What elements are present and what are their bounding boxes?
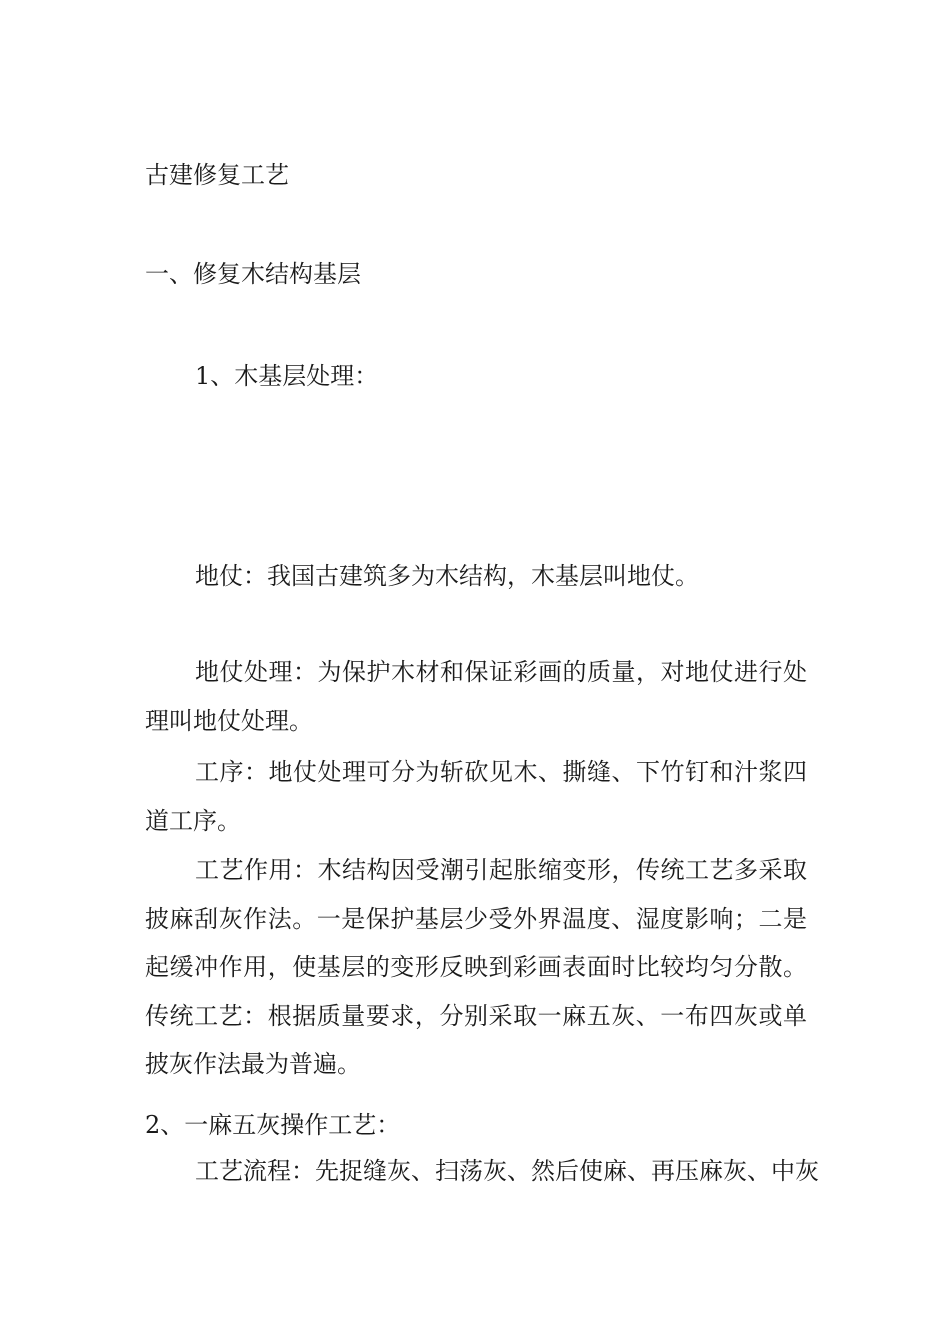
document-title: 古建修复工艺 [145,161,289,189]
paragraph-diwei: 地仗：我国古建筑多为木结构，木基层叫地仗。 [195,562,699,590]
paragraph-flow: 工艺流程：先捉缝灰、扫荡灰、然后使麻、再压麻灰、中灰 [195,1157,819,1185]
section-heading-1: 一、修复木结构基层 [145,260,361,288]
paragraph-diwei-processing: 地仗处理：为保护木材和保证彩画的质量，对地仗进行处理叫地仗处理。 [145,658,807,735]
subsection-heading-2: 2、一麻五灰操作工艺： [145,1111,401,1139]
subsection-heading-1: 1、木基层处理： [195,362,379,390]
paragraph-function: 工艺作用：木结构因受潮引起胀缩变形，传统工艺多采取披麻刮灰作法。一是保护基层少受外界温度、湿度影响；二是起缓冲作用，使基层的变形反映到彩画表面时比较均匀分散。传统工艺：根据质量要求，分别采取一麻五灰、一布四灰或单披灰作法最为普遍。 [145,856,807,1078]
paragraph-process: 工序：地仗处理可分为斩砍见木、撕缝、下竹钉和汁浆四道工序。 [145,758,807,835]
